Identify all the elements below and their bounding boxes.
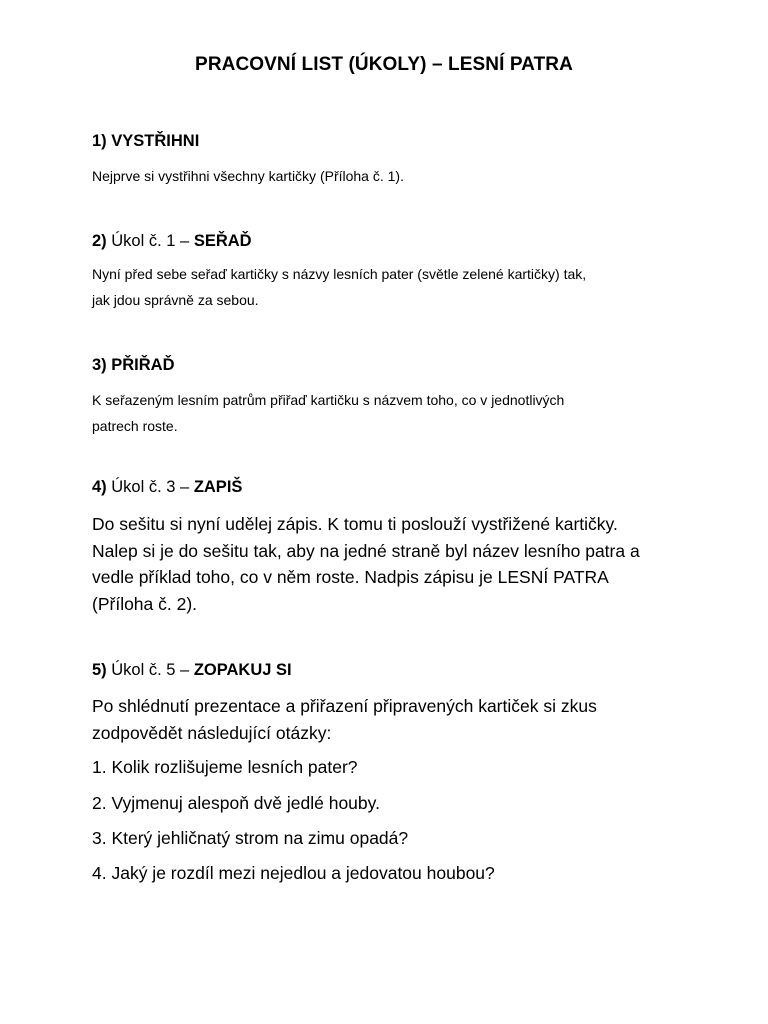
section-2-number: 2)	[92, 232, 107, 250]
question-4: 4. Jaký je rozdíl mezi nejedlou a jedovatou houbou?	[92, 863, 495, 883]
section-4-line-4: (Příloha č. 2).	[92, 593, 198, 614]
section-3-name: PŘIŘAĎ	[111, 356, 175, 374]
section-5-line-1: Po shlédnutí prezentace a přiřazení připravených kartiček si zkus	[92, 696, 597, 716]
question-1: 1. Kolik rozlišujeme lesních pater?	[92, 757, 358, 777]
section-3-heading	[92, 356, 175, 375]
section-3-number: 3)	[92, 356, 107, 374]
section-4-name: ZAPIŠ	[193, 478, 243, 496]
section-5-heading	[92, 661, 292, 680]
section-2-heading	[92, 232, 252, 251]
section-5-number: 5)	[92, 661, 107, 679]
section-5-line-2: zodpovědět následující otázky:	[92, 722, 332, 743]
section-5-name: ZOPAKUJ SI	[193, 661, 292, 679]
section-4-line-1: Do sešitu si nyní udělej zápis. K tomu ti poslouží vystřižené kartičky.	[92, 514, 618, 534]
section-2-prefix: Úkol č. 1 –	[111, 232, 190, 250]
section-2-name: SEŘAĎ	[193, 232, 252, 250]
section-1-number: 1)	[92, 132, 107, 150]
section-2-line-2: jak jdou správně za sebou.	[92, 292, 259, 308]
section-3-text	[92, 387, 692, 439]
section-3-line-2: patrech roste.	[92, 418, 178, 434]
section-2-text	[92, 261, 692, 313]
section-4-text	[92, 511, 692, 617]
section-4-line-2: Nalep si je do sešitu tak, aby na jedné straně byl název lesního patra a	[92, 540, 640, 561]
section-1-text: Nejprve si vystřihni všechny kartičky (Příloha č. 1).	[92, 168, 404, 184]
page-title: PRACOVNÍ LIST (ÚKOLY) – LESNÍ PATRA	[195, 54, 573, 75]
section-1-heading	[92, 132, 199, 151]
question-3: 3. Který jehličnatý strom na zimu opadá?	[92, 828, 409, 848]
section-2-line-1: Nyní před sebe seřaď kartičky s názvy lesních pater (světle zelené kartičky) tak,	[92, 266, 587, 282]
section-5-text	[92, 693, 692, 746]
section-4-number: 4)	[92, 478, 107, 496]
section-5-prefix: Úkol č. 5 –	[111, 661, 190, 679]
section-4-prefix: Úkol č. 3 –	[111, 478, 190, 496]
section-3-line-1: K seřazeným lesním patrům přiřaď kartičku s názvem toho, co v jednotlivých	[92, 392, 565, 408]
section-4-heading	[92, 478, 242, 497]
question-2: 2. Vyjmenuj alespoň dvě jedlé houby.	[92, 793, 380, 813]
section-1-name: VYSTŘIHNI	[111, 132, 200, 150]
section-4-line-3: vedle příklad toho, co v něm roste. Nadpis zápisu je LESNÍ PATRA	[92, 567, 609, 587]
